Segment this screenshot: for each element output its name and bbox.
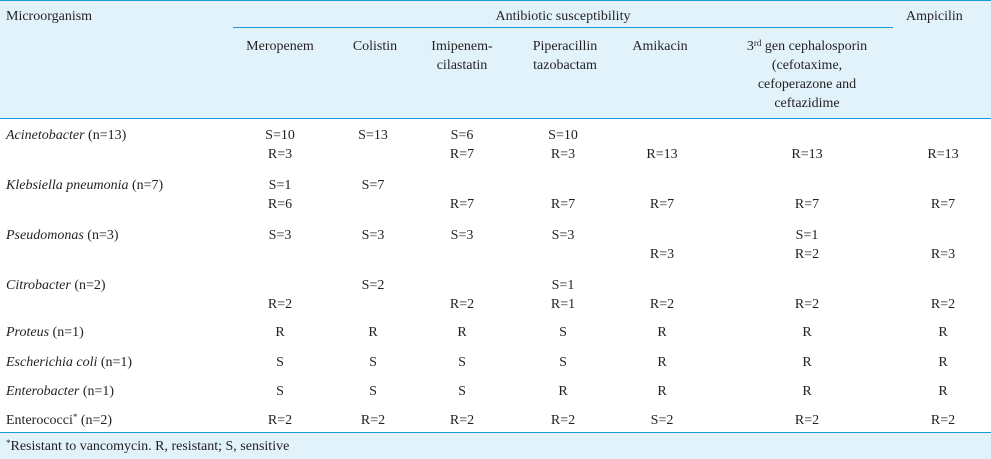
- subheader-rule: [233, 27, 893, 28]
- header-cephalosporin-line4: ceftazidime: [774, 96, 840, 111]
- table-cell: R: [457, 325, 467, 340]
- table-cell: R=7: [449, 197, 475, 212]
- header-cephalosporin-line1: 3rd gen cephalosporin: [746, 38, 868, 54]
- table-cell: R: [938, 325, 948, 340]
- table-cell: R=2: [267, 297, 293, 312]
- header-meropenem: Meropenem: [246, 39, 314, 54]
- table-cell: R=7: [449, 147, 475, 162]
- header-cephalosporin-line3: cefoperazone and: [757, 77, 857, 92]
- microorganism-name: Pseudomonas (n=3): [6, 228, 119, 243]
- table-cell: R=3: [550, 147, 576, 162]
- table-cell: S: [369, 355, 377, 370]
- table-cell: R: [657, 355, 667, 370]
- table-cell: R=7: [649, 197, 675, 212]
- table-cell: R=2: [649, 297, 675, 312]
- header-antibiotic-susceptibility: Antibiotic susceptibility: [495, 9, 631, 24]
- table-cell: S=1: [795, 228, 819, 243]
- table-cell: S=10: [265, 128, 295, 143]
- table-cell: R=2: [930, 413, 956, 428]
- header-colistin: Colistin: [352, 39, 398, 54]
- footnote-rule: [0, 432, 991, 433]
- table-cell: R: [802, 384, 812, 399]
- table-cell: S: [559, 325, 567, 340]
- table-cell: R: [368, 325, 378, 340]
- table-cell: R=7: [794, 197, 820, 212]
- table-cell: R: [938, 355, 948, 370]
- table-cell: R=1: [550, 297, 576, 312]
- header-piperacillin-line2: tazobactam: [533, 58, 597, 73]
- microorganism-name: Klebsiella pneumonia (n=7): [6, 178, 164, 193]
- table-cell: R=3: [649, 247, 675, 262]
- header-imipenem-line2: cilastatin: [436, 58, 488, 73]
- table-cell: S=2: [650, 413, 674, 428]
- table-cell: R=2: [930, 297, 956, 312]
- header-amikacin: Amikacin: [632, 39, 688, 54]
- microorganism-name: Enterobacter (n=1): [6, 384, 115, 399]
- table-cell: R: [657, 384, 667, 399]
- header-ampicilin: Ampicilin: [906, 9, 963, 24]
- header-bottom-rule: [0, 118, 991, 119]
- table-cell: S: [559, 355, 567, 370]
- top-rule: [0, 0, 991, 1]
- table-cell: R=2: [794, 413, 820, 428]
- footnote: *Resistant to vancomycin. R, resistant; S, sensitive: [6, 438, 290, 454]
- table-cell: R: [938, 384, 948, 399]
- table-cell: S=3: [450, 228, 474, 243]
- table-cell: R=2: [550, 413, 576, 428]
- microorganism-name: Escherichia coli (n=1): [6, 355, 133, 370]
- table-cell: R=7: [930, 197, 956, 212]
- table-cell: S=3: [551, 228, 575, 243]
- microorganism-name: Enterococci* (n=2): [6, 412, 113, 428]
- table-cell: R=6: [267, 197, 293, 212]
- table-cell: S=6: [450, 128, 474, 143]
- table-cell: R=3: [267, 147, 293, 162]
- table-cell: S=3: [268, 228, 292, 243]
- table-cell: S: [369, 384, 377, 399]
- header-cephalosporin-line2: (cefotaxime,: [771, 58, 843, 73]
- header-microorganism: Microorganism: [6, 9, 93, 24]
- table-cell: R=2: [449, 297, 475, 312]
- table-cell: S: [458, 384, 466, 399]
- table-cell: R=13: [646, 147, 678, 162]
- table-cell: S=1: [551, 278, 575, 293]
- table-cell: S=2: [361, 278, 385, 293]
- table-cell: R: [275, 325, 285, 340]
- header-imipenem-line1: Imipenem-: [431, 39, 493, 54]
- table-cell: R=2: [794, 247, 820, 262]
- table-cell: R=2: [794, 297, 820, 312]
- table-cell: R=13: [791, 147, 823, 162]
- microorganism-name: Acinetobacter (n=13): [6, 128, 127, 143]
- table-cell: S=1: [268, 178, 292, 193]
- table-cell: R=7: [550, 197, 576, 212]
- table-cell: R: [558, 384, 568, 399]
- table-cell: R=2: [360, 413, 386, 428]
- table-cell: S=7: [361, 178, 385, 193]
- table-cell: S: [276, 384, 284, 399]
- table-cell: R: [802, 325, 812, 340]
- microorganism-name: Citrobacter (n=2): [6, 278, 106, 293]
- table-cell: S=10: [548, 128, 578, 143]
- table-cell: S=13: [358, 128, 388, 143]
- table-cell: R=2: [449, 413, 475, 428]
- table-cell: R: [657, 325, 667, 340]
- header-piperacillin-line1: Piperacillin: [532, 39, 598, 54]
- table-cell: S=3: [361, 228, 385, 243]
- table-cell: S: [276, 355, 284, 370]
- table-cell: R=3: [930, 247, 956, 262]
- table-cell: R=2: [267, 413, 293, 428]
- table-cell: R=13: [927, 147, 959, 162]
- table-cell: S: [458, 355, 466, 370]
- table-cell: R: [802, 355, 812, 370]
- microorganism-name: Proteus (n=1): [6, 325, 84, 340]
